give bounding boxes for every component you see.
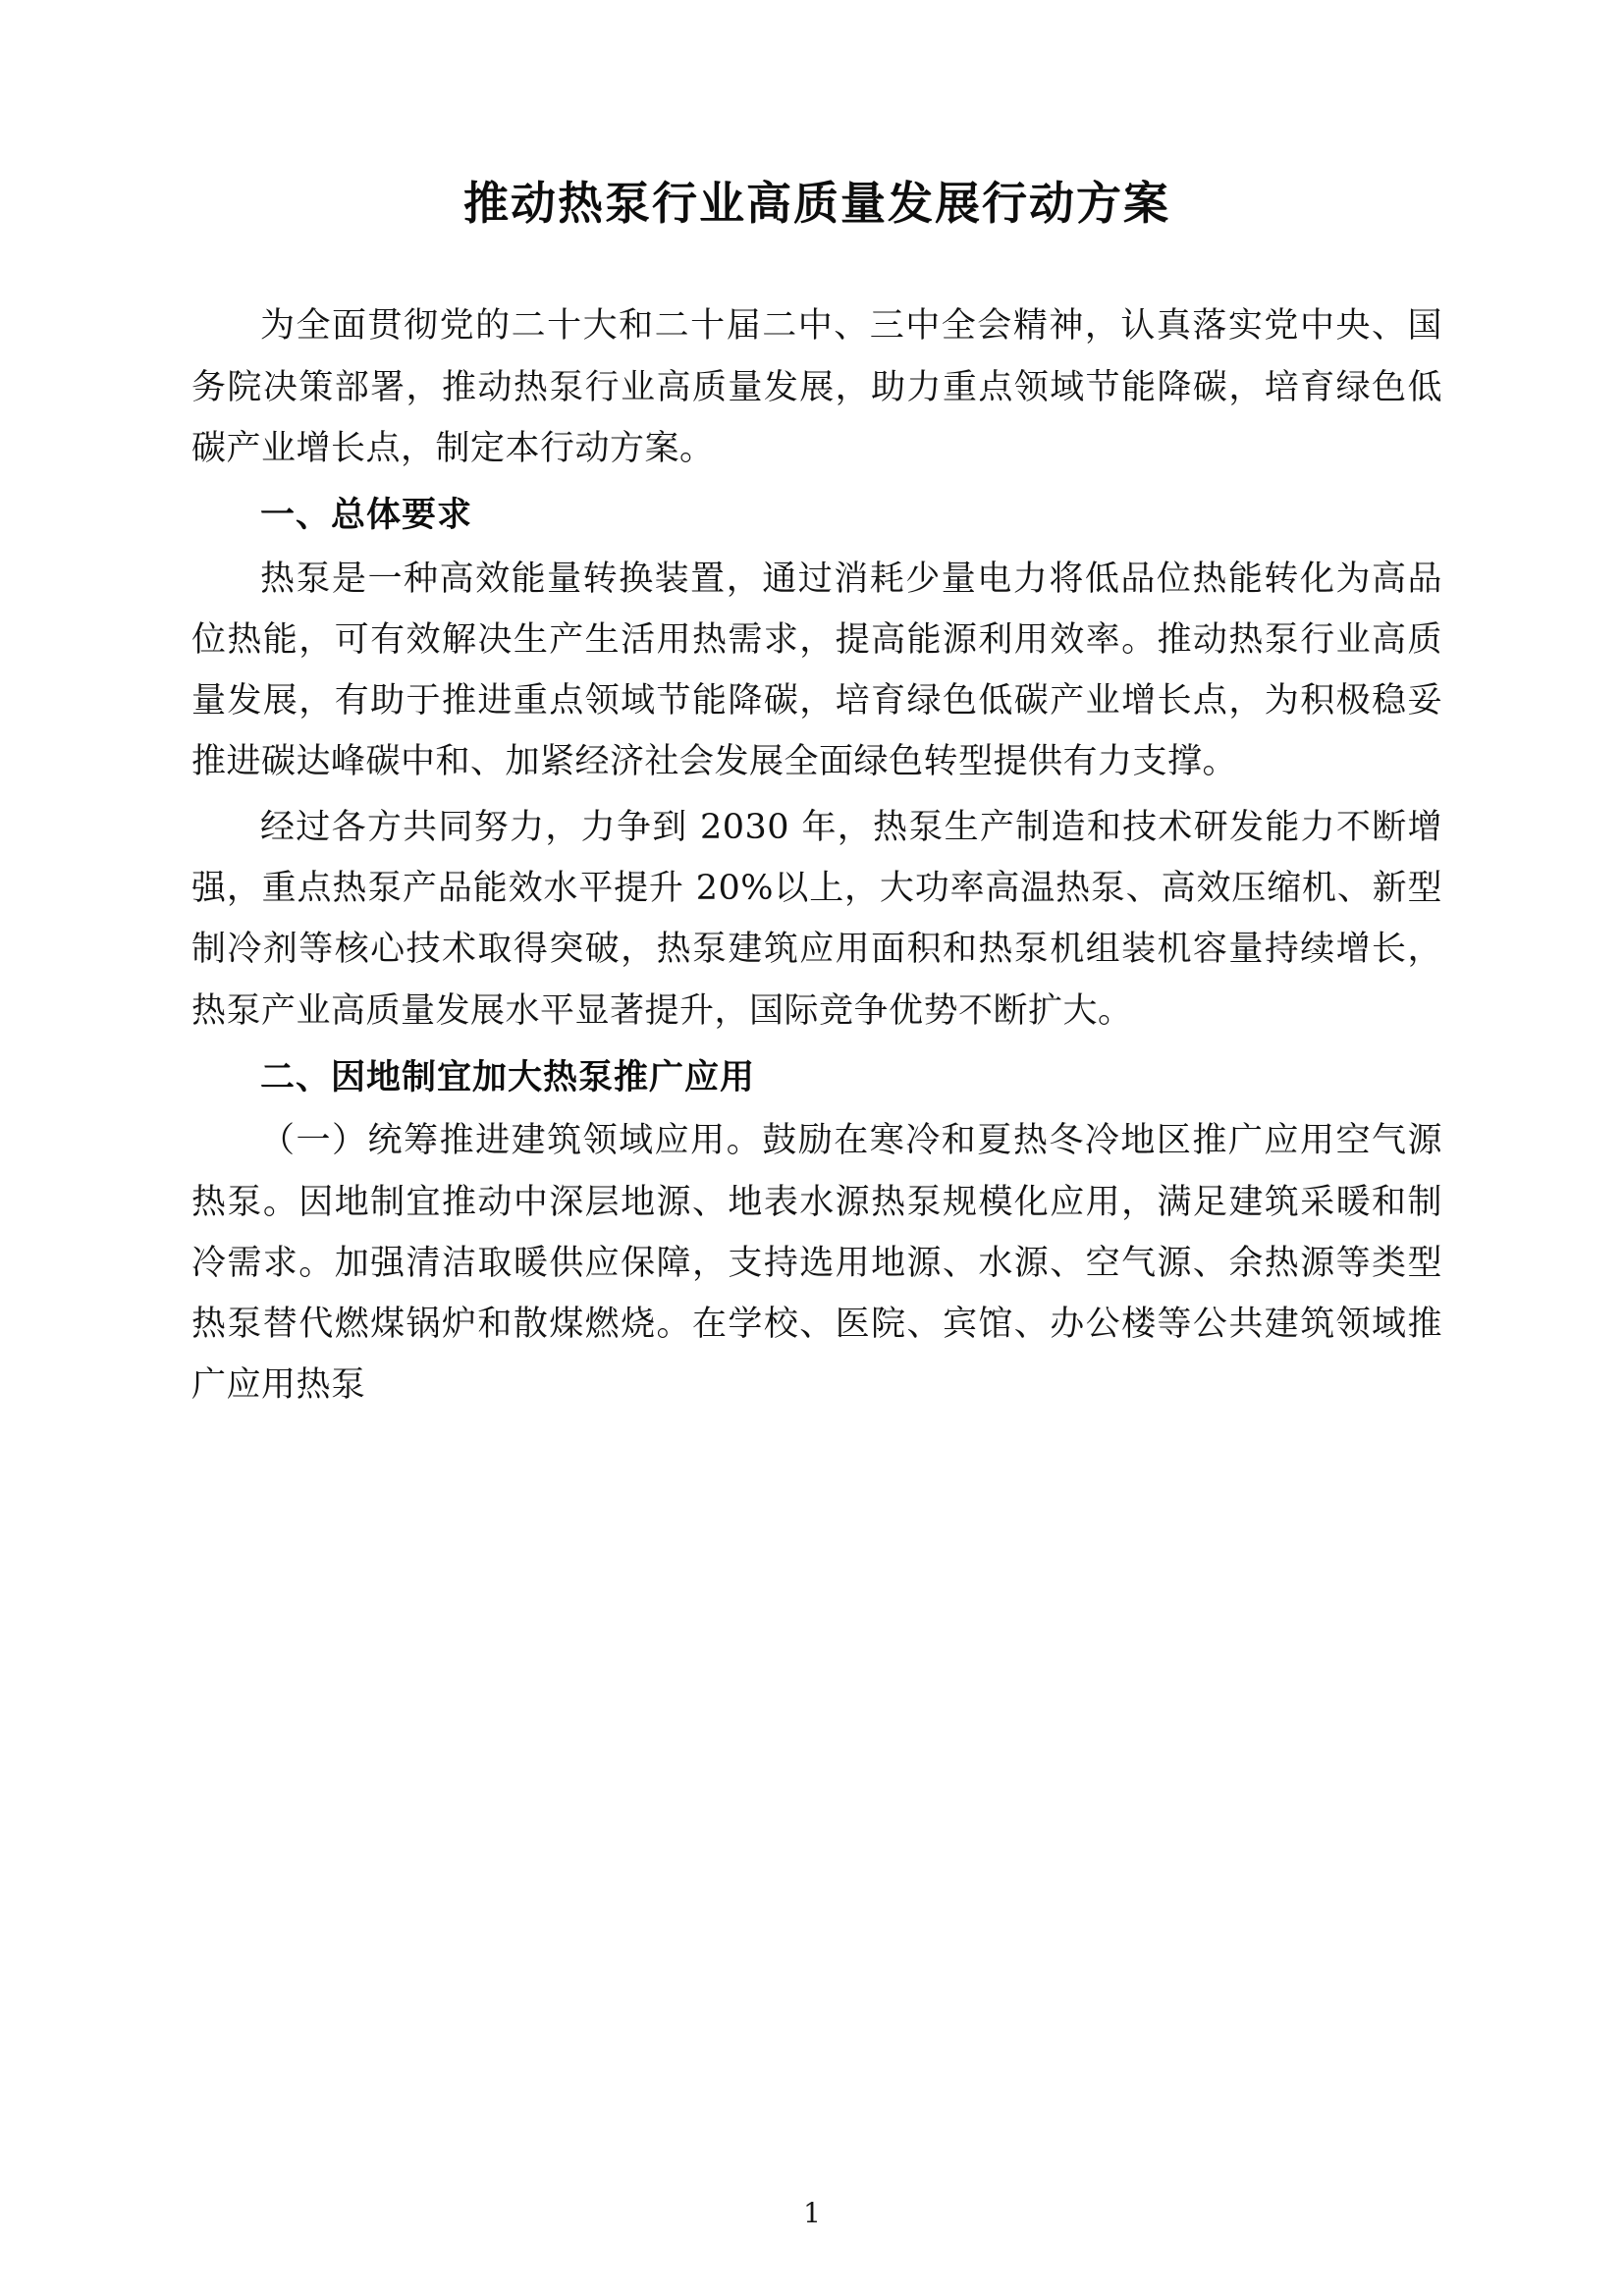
section-heading-1: 一、总体要求 [260,496,473,536]
paragraph-overall-requirements-1: 热泵是一种高效能量转换装置，通过消耗少量电力将低品位热能转化为高品位热能，可有效解决生产生活用热需求，提高能源利用效率。推动热泵行业高质量发展，有助于推进重点领域节能降碳，培育绿色低碳产业增长点，为积极稳妥推进碳达峰碳中和、加紧经济社会发展全面绿色转型提供有力支撑。 [191,559,1442,782]
section-heading-2: 二、因地制宜加大热泵推广应用 [260,1057,756,1097]
paragraph-overall-requirements-2: 经过各方共同努力，力争到 2030 年，热泵生产制造和技术研发能力不断增强，重点热泵产品能效水平提升 20%以上，大功率高温热泵、高效压缩机、新型制冷剂等核心技术取得突破，热泵建筑应用面积和热泵机组装机容量持续增长，热泵产业高质量发展水平显著提升，国际竞争优势不断扩大。 [191,807,1442,1031]
page-number: 1 [803,2197,821,2229]
page-title: 推动热泵行业高质量发展行动方案 [463,177,1170,230]
paragraph-intro: 为全面贯彻党的二十大和二十届二中、三中全会精神，认真落实党中央、国务院决策部署，推动热泵行业高质量发展，助力重点领域节能降碳，培育绿色低碳产业增长点，制定本行动方案。 [191,306,1442,468]
paragraph-building-application: （一）统筹推进建筑领域应用。鼓励在寒冷和夏热冬冷地区推广应用空气源热泵。因地制宜推动中深层地源、地表水源热泵规模化应用，满足建筑采暖和制冷需求。加强清洁取暖供应保障，支持选用地源、水源、空气源、余热源等类型热泵替代燃煤锅炉和散煤燃烧。在学校、医院、宾馆、办公楼等公共建筑领域推广应用热泵 [191,1121,1442,1406]
